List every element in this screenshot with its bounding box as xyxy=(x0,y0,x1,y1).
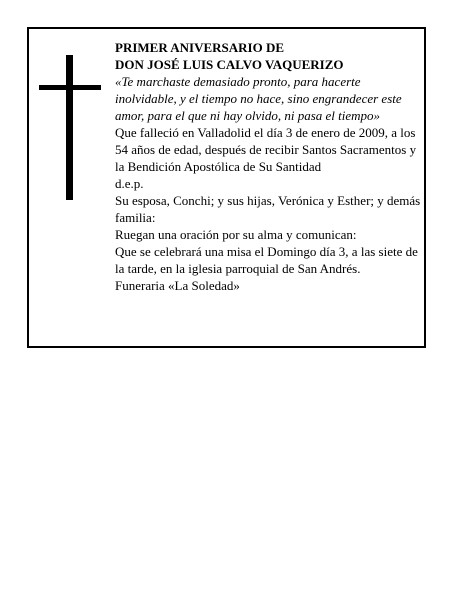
funeral-home: Funeraria «La Soledad» xyxy=(115,278,240,293)
rip-abbreviation: d.e.p. xyxy=(115,176,144,191)
notice-text xyxy=(115,39,421,294)
death-details: Que falleció en Valladolid el día 3 de enero de 2009, a los 54 años de edad, después de recibir Santos Sacramentos y la Bendición Apostólica de Su Santidad xyxy=(115,125,417,174)
cross-icon xyxy=(39,55,101,200)
cross-horizontal-bar xyxy=(39,85,101,90)
notice-title-line1: PRIMER ANIVERSARIO DE xyxy=(115,40,285,55)
cross-vertical-bar xyxy=(66,55,73,200)
family-names: Su esposa, Conchi; y sus hijas, Verónica y Esther; y demás familia: xyxy=(115,193,421,225)
obituary-notice xyxy=(27,27,426,348)
memorial-quote: «Te marchaste demasiado pronto, para hacerte inolvidable, y el tiempo no hace, sino engrandecer este amor, para el que ni hay olvido, ni pasa el tiempo» xyxy=(115,74,402,123)
prayer-request: Ruegan una oración por su alma y comunican: xyxy=(115,227,357,242)
notice-title-line2: DON JOSÉ LUIS CALVO VAQUERIZO xyxy=(115,57,344,72)
mass-announcement: Que se celebrará una misa el Domingo día 3, a las siete de la tarde, en la iglesia parroquial de San Andrés. xyxy=(115,244,418,276)
